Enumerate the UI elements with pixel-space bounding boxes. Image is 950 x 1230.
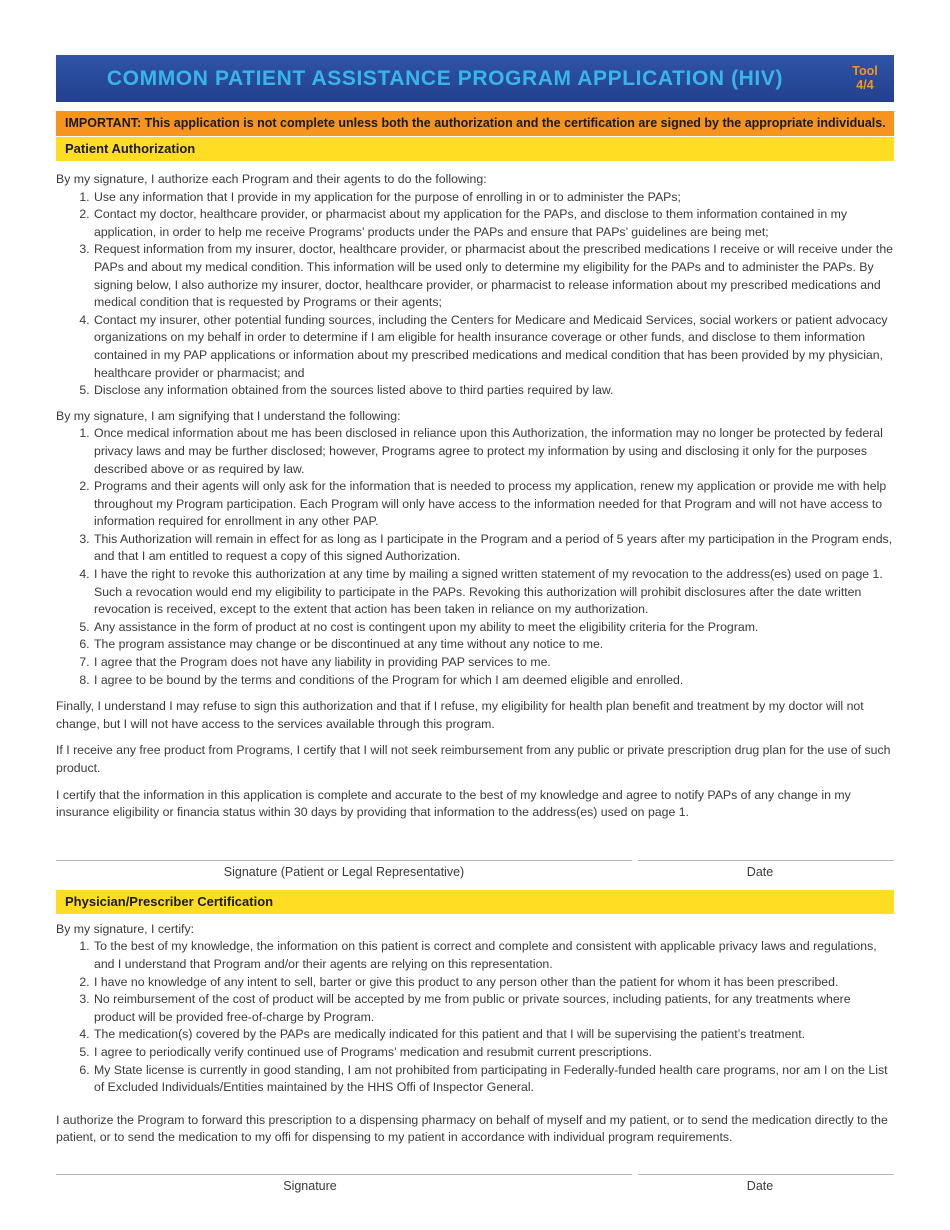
patient-signature-label: Signature (Patient or Legal Representative) (223, 864, 465, 879)
certify-paragraph: I certify that the information in this application is complete and accurate to the best of my knowledge and agree to notify PAPs of any change in my insurance eligibility or financia status within 30 days by providing that information to the address(es) used on page 1. (56, 787, 851, 820)
list-item: 2. Programs and their agents will only ask for the information that is needed to process my application, renew my application or provide me with help throughout my Program participation. Each Program will only have access to the information needed for that Program and will not have access to information required for enrollment in any other PAP. (93, 478, 894, 531)
page-title: COMMON PATIENT ASSISTANCE PROGRAM APPLICATION (HIV) (106, 67, 784, 90)
forward-prescription-paragraph: I authorize the Program to forward this prescription to a dispensing pharmacy on behalf of myself and my patient, or to send the medication directly to the patient, or to send the medication to my offi for dispensing to my patient in accordance with individual program requirements. (56, 1112, 888, 1145)
list-item: 6. My State license is currently in good standing, I am not prohibited from participating in Federally-funded health care programs, nor am I on the List of Excluded Individuals/Entities maintained by the HHS Offi of Inspector General. (93, 1062, 894, 1097)
application-page (56, 55, 894, 1202)
authorize-list (56, 189, 894, 400)
list-item: 2. I have no knowledge of any intent to sell, barter or give this product to any person other than the patient for whom it has been prescribed. (93, 974, 894, 992)
understand-list (56, 425, 894, 689)
patient-signature-line[interactable] (56, 860, 632, 861)
physician-signature-line[interactable] (56, 1174, 632, 1175)
physician-list (56, 938, 894, 1096)
patient-date-label: Date (746, 864, 774, 879)
list-item: 5. I agree to periodically verify continued use of Programs’ medication and resubmit current prescriptions. (93, 1044, 894, 1062)
tool-label: Tool (852, 64, 878, 78)
refuse-paragraph: Finally, I understand I may refuse to sign this authorization and that if I refuse, my eligibility for health plan benefit and treatment by my doctor will not change, but I will not have access to the services available through this program. (56, 699, 864, 731)
tool-page-count: 4/4 (856, 78, 874, 92)
list-item: 5. Any assistance in the form of product at no cost is contingent upon my ability to meet the eligibility criteria for the Program. (93, 619, 894, 637)
tool-badge (850, 64, 880, 92)
list-item: 6. The program assistance may change or be discontinued at any time without any notice to me. (93, 636, 894, 654)
list-item: 1. Once medical information about me has been disclosed in reliance upon this Authorization, the information may no longer be protected by federal privacy laws and may be further disclosed; however, Programs agree to protect my information by using and disclosing it only for the purposes described above or as required by law. (93, 425, 894, 478)
physician-signature-row (56, 1174, 894, 1202)
list-item: 8. I agree to be bound by the terms and conditions of the Program for which I am deemed eligible and enrolled. (93, 672, 894, 690)
list-item: 1. Use any information that I provide in my application for the purpose of enrolling in or to administer the PAPs; (93, 189, 894, 207)
important-notice: IMPORTANT: This application is not complete unless both the authorization and the certification are signed by the appropriate individuals. (56, 111, 894, 136)
physician-intro: By my signature, I certify: (56, 921, 195, 936)
patient-authorization-heading: Patient Authorization (56, 137, 894, 161)
list-item: 3. Request information from my insurer, doctor, healthcare provider, or pharmacist about the prescribed medications I receive or will receive under the PAPs and about my medical condition. This information will be used only to determine my eligibility for the PAPs and to administer the PAPs. By signing below, I also authorize my insurer, doctor, healthcare provider, or pharmacist to release information about my prescribed medications and medical condition that is requested by Programs or their agents; (93, 241, 894, 311)
list-item: 2. Contact my doctor, healthcare provider, or pharmacist about my application for the PAPs, and disclose to them information contained in my application, in order to help me receive Programs’ products under the PAPs and ensure that PAPs’ guidelines are being met; (93, 206, 894, 241)
patient-date-line[interactable] (638, 860, 894, 861)
list-item: 4. I have the right to revoke this authorization at any time by mailing a signed written statement of my revocation to the address(es) used on page 1. Such a revocation would end my eligibility to participate in the PAPs. Revoking this authorization will prohibit disclosures after the date written revocation is received, except to the extent that action has been taken in reliance on my authorization. (93, 566, 894, 619)
reimbursement-paragraph: If I receive any free product from Programs, I certify that I will not seek reimbursement from any public or private prescription drug plan for the use of such product. (56, 743, 891, 775)
list-item: 4. The medication(s) covered by the PAPs are medically indicated for this patient and that I will be supervising the patient’s treatment. (93, 1026, 894, 1044)
patient-signature-row (56, 860, 894, 888)
list-item: 7. I agree that the Program does not have any liability in providing PAP services to me. (93, 654, 894, 672)
physician-date-label: Date (746, 1178, 774, 1193)
list-item: 3. No reimbursement of the cost of product will be accepted by me from public or private sources, including patients, for any treatments where product will be provided free-of-charge by Program. (93, 991, 894, 1026)
understand-intro: By my signature, I am signifying that I understand the following: (56, 408, 401, 423)
physician-certification-heading: Physician/Prescriber Certification (56, 890, 894, 914)
list-item: 4. Contact my insurer, other potential funding sources, including the Centers for Medicare and Medicaid Services, social workers or patient advocacy organizations on my behalf in order to determine if I am eligible for health insurance coverage or other funds, and disclose to them information contained in my PAP applications or information about my prescribed medications and medical condition that has been provided by my physician, healthcare provider or pharmacist; and (93, 312, 894, 382)
physician-date-line[interactable] (638, 1174, 894, 1175)
physician-signature-label: Signature (283, 1178, 337, 1193)
header-banner (56, 55, 894, 102)
list-item: 1. To the best of my knowledge, the information on this patient is correct and complete and consistent with applicable privacy laws and regulations, and I understand that Program and/or their agents are relying on this representation. (93, 938, 894, 973)
list-item: 3. This Authorization will remain in effect for as long as I participate in the Program and a period of 5 years after my participation in the Program ends, and that I am entitled to request a copy of this signed Authorization. (93, 531, 894, 566)
list-item: 5. Disclose any information obtained from the sources listed above to third parties required by law. (93, 382, 894, 400)
authorize-intro: By my signature, I authorize each Program and their agents to do the following: (56, 172, 487, 186)
